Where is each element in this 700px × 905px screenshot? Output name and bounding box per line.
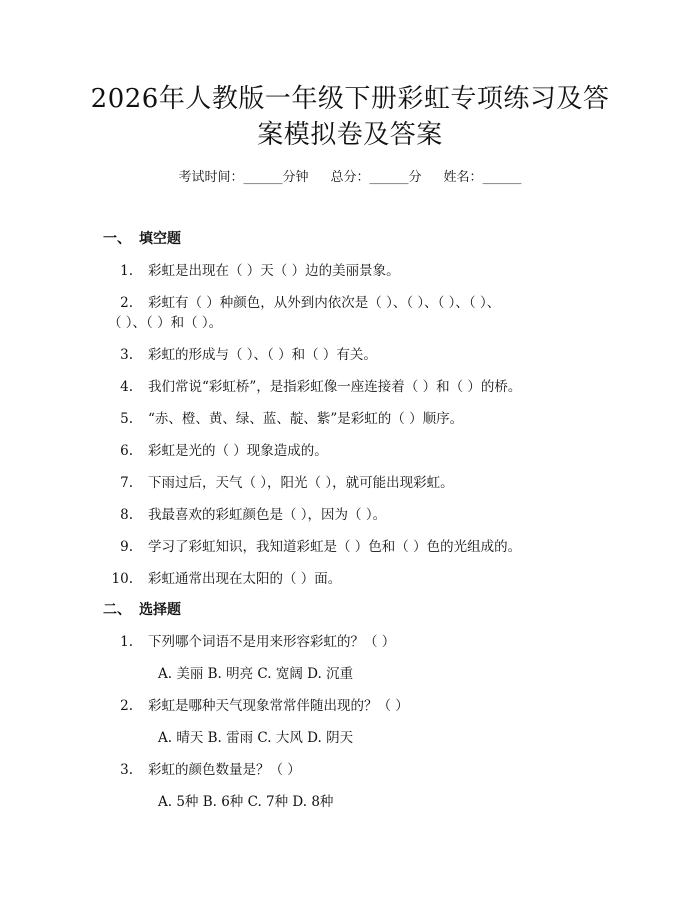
question-text: 我最喜欢的彩虹颜色是（ ），因为（ ）。 <box>148 507 387 523</box>
question-number: 7. <box>120 475 133 491</box>
question-text: 彩虹是光的（ ）现象造成的。 <box>148 443 328 459</box>
student-name: 姓名：______ <box>443 170 522 185</box>
question-text: 彩虹通常出现在太阳的（ ）面。 <box>148 571 342 587</box>
question-text: “赤、橙、黄、绿、蓝、靛、紫”是彩虹的（ ）顺序。 <box>148 411 464 427</box>
question-text: 下雨过后，天气（ ），阳光（ ），就可能出现彩虹。 <box>148 475 454 491</box>
page-title-line-1: 2026年人教版一年级下册彩虹专项练习及答 <box>90 84 610 114</box>
question-number: 1. <box>120 263 133 279</box>
section-label: 填空题 <box>139 231 181 247</box>
question-number: 10. <box>111 571 133 587</box>
question-text: 彩虹是出现在（ ）天（ ）边的美丽景象。 <box>148 263 400 279</box>
exam-score: 总分：______分 <box>330 170 422 185</box>
question-text: 学习了彩虹知识，我知道彩虹是（ ）色和（ ）色的光组成的。 <box>148 539 522 555</box>
question-number: 6. <box>120 443 133 459</box>
question-text: 彩虹的形成与（ ）、（ ）和（ ）有关。 <box>148 347 377 363</box>
answer-options: A. 5种 B. 6种 C. 7种 D. 8种 <box>158 794 334 810</box>
page-title-line-2: 案模拟卷及答案 <box>257 120 443 150</box>
question-text: 我们常说“彩虹桥”，是指彩虹像一座连接着（ ）和（ ）的桥。 <box>148 379 522 395</box>
question-number: 2. <box>120 698 133 714</box>
exam-meta <box>0 169 700 187</box>
question-number: 5. <box>120 411 133 427</box>
section-number: 一、 <box>103 231 131 247</box>
section-number: 二、 <box>103 602 131 618</box>
question-text: 彩虹是哪种天气现象常常伴随出现的？（ ） <box>148 698 409 714</box>
question-text-continued: （ ）、（ ）和（ ）。 <box>108 315 223 331</box>
question-number: 4. <box>120 379 133 395</box>
question-text: 彩虹有（ ）种颜色，从外到内依次是（ ）、（ ）、（ ）、（ ）、 <box>148 295 501 311</box>
question-number: 1. <box>120 634 133 650</box>
question-text: 彩虹的颜色数量是？（ ） <box>148 762 301 778</box>
section-label: 选择题 <box>139 602 181 618</box>
exam-time: 考试时间：______分钟 <box>178 170 309 185</box>
question-number: 3. <box>120 347 133 363</box>
question-number: 3. <box>120 762 133 778</box>
section-heading-fill-in <box>103 229 181 249</box>
answer-options: A. 美丽 B. 明亮 C. 宽阔 D. 沉重 <box>158 666 354 682</box>
question-number: 9. <box>120 539 133 555</box>
section-heading-choice <box>103 600 181 620</box>
answer-options: A. 晴天 B. 雷雨 C. 大风 D. 阴天 <box>158 730 354 746</box>
question-number: 8. <box>120 507 133 523</box>
question-text: 下列哪个词语不是用来形容彩虹的？（ ） <box>148 634 396 650</box>
question-number: 2. <box>120 295 133 311</box>
